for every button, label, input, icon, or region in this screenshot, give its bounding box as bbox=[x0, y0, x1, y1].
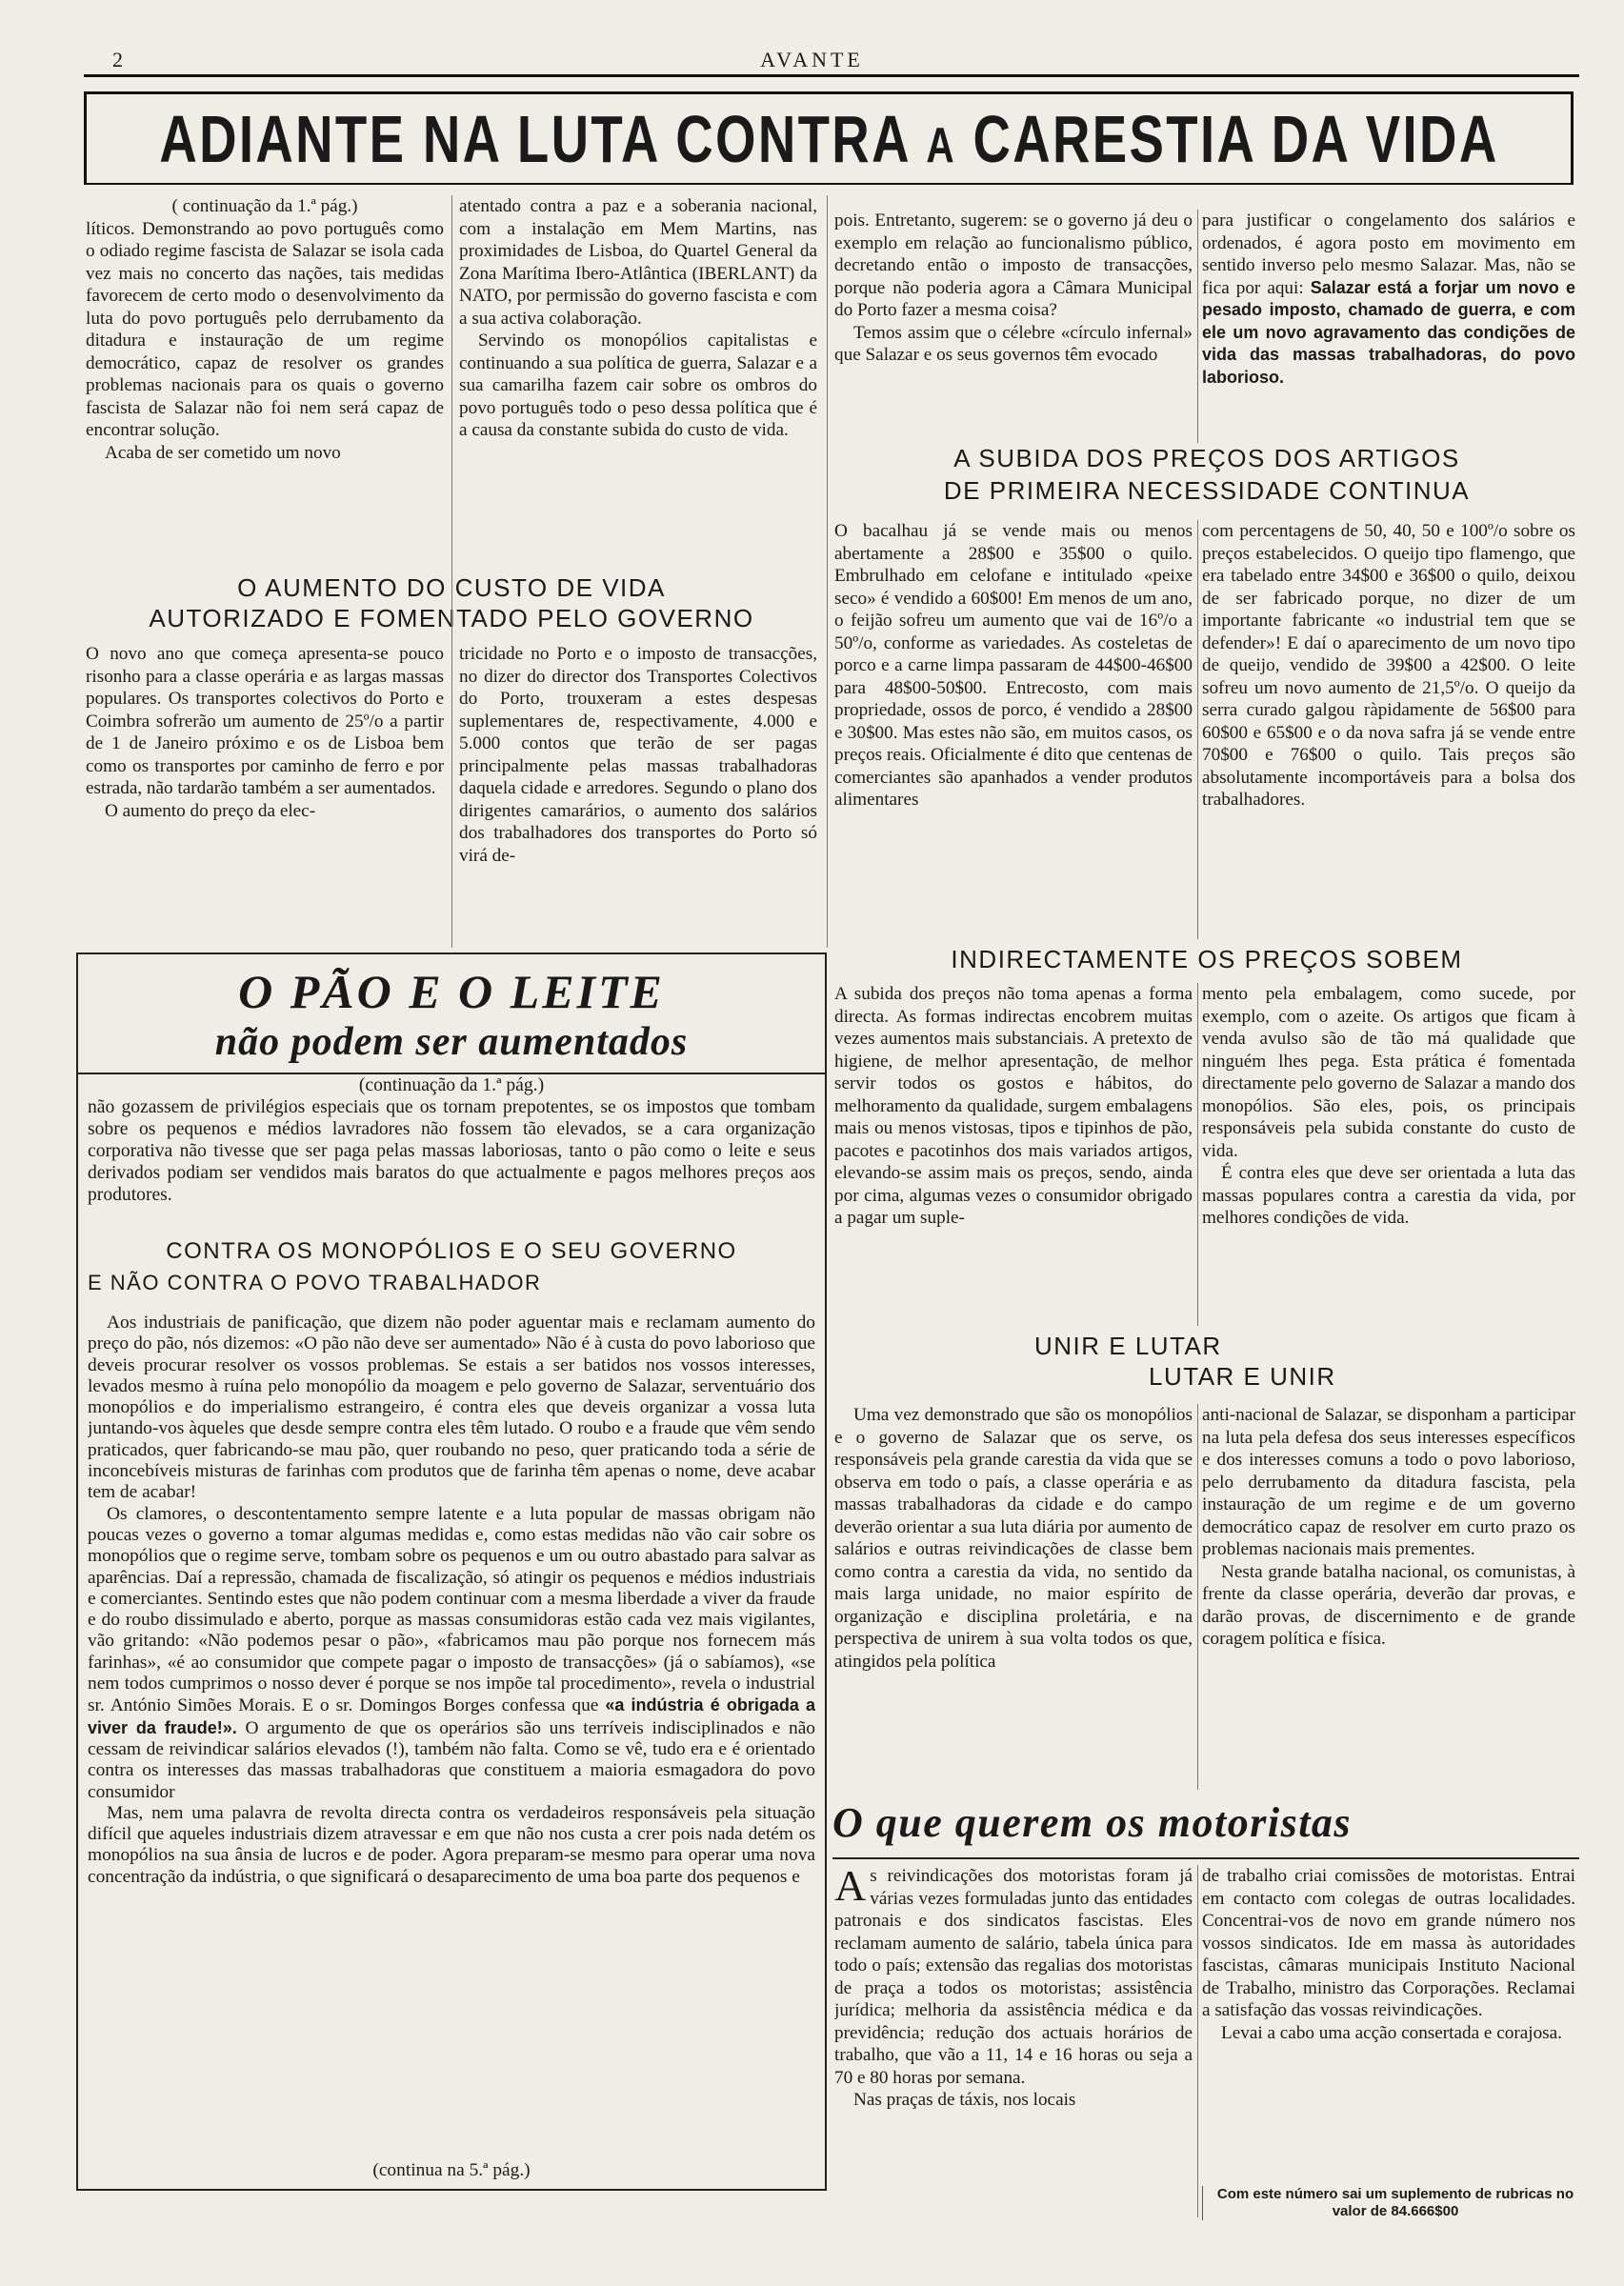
unir-col3 bbox=[834, 1404, 1193, 1795]
column-divider bbox=[1197, 1404, 1198, 1790]
col2-intro bbox=[459, 195, 817, 572]
pao-leite-subtitle: não podem ser aumentados bbox=[214, 1020, 689, 1064]
pao-intro-paragraph: não gozassem de privilégios especiais que os tornam prepotentes, se os impostos que tombam sobre os pequenos e médios lavradores não fossem tão elevados, se a cara organização corporativa não tivesse que ser paga pelas massas laboriosas, tanto o pão como o leite e seus derivados podiam ser vendidos mais baratos do que actualmente e pagos melhores preços aos produtores. bbox=[88, 1097, 815, 1205]
headline-box bbox=[84, 91, 1574, 185]
motoristas-title-rule bbox=[832, 1857, 1579, 1859]
indirect-col3 bbox=[834, 983, 1193, 1335]
motoristas-paragraph3: de trabalho criai comissões de motoristas. Entrai em contacto com colegas de outras localidades. Concentrai-vos de novo em grande número nos vossos sindicatos. Ide em massa às autoridades fascistas, câmaras municipais Instituto Nacional de Trabalho, ministro das Corporações. Reclamai a satisfação das vossas reivindicações. bbox=[1202, 1866, 1575, 2020]
col4-top-text: para justificar o congelamento dos salários e ordenados, é agora posto em movimento em sentido inverso pelo mesmo Salazar. Mas, não se fica por aqui: bbox=[1202, 211, 1575, 298]
col1-intro bbox=[86, 195, 444, 572]
column-divider bbox=[827, 195, 828, 948]
motoristas-paragraph4: Levai a cabo uma acção consertada e corajosa. bbox=[1221, 2022, 1562, 2043]
column-divider bbox=[1197, 520, 1198, 939]
col4-top-bold: Salazar está a forjar um novo e pesado imposto, chamado de guerra, e com ele um novo agravamento das condições de vida das massas trabalhadoras, do povo laborioso. bbox=[1202, 277, 1575, 387]
col3-top-paragraph2: Temos assim que o célebre «círculo infernal» que Salazar e os seus governos têm evocado bbox=[834, 322, 1193, 365]
pao-leite-title: O PÃO E O LEITE bbox=[238, 965, 665, 1018]
intro-paragraph: líticos. Demonstrando ao povo português como o odiado regime fascista de Salazar se isola cada vez mais no concerto das nações, tais medidas favorecem de certo modo o desenvolvimento da luta do povo português pelo derrubamento da ditadura e instauração de um regime democrático, capaz de resolver os grandes problemas nacionais para os quais o governo fascista de Salazar não foi nem será capaz de encontrar solução. bbox=[86, 218, 444, 440]
pao-continues-note: (continua na 5.ª pág.) bbox=[372, 2160, 531, 2180]
column-divider bbox=[1197, 210, 1198, 443]
pao-paragraph1: Aos industriais de panificação, que dizem não poder aguentar mais e reclamam aumento do preço do pão, nós dizemos: «O pão não deve ser aumentado» Não é à custa do povo laborioso que deveis procurar resolver os vossos problemas. Se estais a ser batidos nos vossos interesses, levados mesmo à ruína pelo monopólio da moagem e pelo governo de Salazar, serventuário dos monopólios e do imperialismo estrangeiro, é contra eles que deveis organizar a vossa luta juntando-vos àqueles que desde sempre contra eles têm lutado. O roubo e a fraude que vêm sendo praticados, quer fabricando-se mau pão, quer roubando no peso, quer praticando toda a série de inconcebíveis misturas de farinhas com produtos que de farinha têm apenas o nome, deve acabar tem de acabar! bbox=[88, 1313, 815, 1503]
pao-subtitle-line2: E NÃO CONTRA O POVO TRABALHADOR bbox=[88, 1271, 542, 1294]
motoristas-paragraph1 bbox=[834, 1865, 1193, 2089]
pao-paragraph3: Mas, nem uma palavra de revolta directa contra os verdadeiros responsáveis pela situação difícil que aqueles industriais dizem atravessar e em que não nos custa a crer pois nada detém os monopólios na sua ânsia de lucros e de poder. Agora preparam-se mesmo para operar uma nova concentração da indústria, o que significará o desaparecimento de uma boa parte dos pequenos e bbox=[88, 1802, 815, 1887]
aumento-title-line1: O AUMENTO DO CUSTO DE VIDA bbox=[237, 573, 666, 602]
column-divider bbox=[451, 195, 452, 948]
aumento-col2 bbox=[459, 643, 817, 948]
subida-paragraph2: com percentagens de 50, 40, 50 e 100º/o sobre os preços estabelecidos. O queijo tipo flamengo, que era tabelado entre 34$00 e 36$00 o quilo, deixou de ser fabricado porque, no dizer de um importante fabricante «o industrial tem que se defender»! E daí o aparecimento de um novo tipo de queijo, vendido de 39$00 a 42$00. O leite sofreu um novo aumento de 21,5º/o. O queijo da serra curado galgou ràpidamente de 56$00 para 60$00 e 65$00 e o da nova safra já se vende entre 70$00 e 76$00 o quilo. Tais preços são absolutamente incomportáveis para a bolsa dos trabalhadores. bbox=[1202, 521, 1575, 810]
col3-top-paragraph1: pois. Entretanto, sugerem: se o governo já deu o exemplo em relação ao funcionalismo público, decretando então o imposto de transacções, porque não poderia agora a Câmara Municipal do Porto fazer a mesma coisa? bbox=[834, 211, 1193, 320]
unir-paragraph2: anti-nacional de Salazar, se disponham a participar na luta pela defesa dos seus interesses específicos e dos interesses comuns a todo o povo laborioso, pelo derrubamento da ditadura fascista, pela instauração de um regime e de um governo democrático capaz de resolver em curto prazo os problemas nacionais mais prementes. bbox=[1202, 1405, 1575, 1559]
pao-paragraph2 bbox=[88, 1504, 815, 1803]
aumento-title-line2: AUTORIZADO E FOMENTADO PELO GOVERNO bbox=[149, 604, 754, 632]
aumento-paragraph3: tricidade no Porto e o imposto de transacções, no dizer do director dos Transportes Colectivos do Porto, trouxeram a estes despesas suplementares de, respectivamente, 4.000 e 5.000 contos que terão de ser pagas principalmente pelas massas trabalhadoras daquela cidade e arredores. Segundo o plano dos dirigentes camarários, o aumento dos salários dos trabalhadores dos transportes do Porto só virá de- bbox=[459, 644, 817, 866]
indirect-paragraph2: mento pela embalagem, como sucede, por exemplo, com o azeite. Os artigos que ficam à venda avulso são de tão má qualidade que ninguém lhes pega. Esta prática é fomentada directamente pelo governo de Salazar a mando dos monopólios. São eles, pois, os principais responsáveis pela subida constante do custo de vida. bbox=[1202, 984, 1575, 1161]
motoristas-paragraph2: Nas praças de táxis, nos locais bbox=[853, 2090, 1076, 2110]
pao-continuation-note: (continuação da 1.ª pág.) bbox=[358, 1075, 545, 1095]
pao-subtitle-line1: CONTRA OS MONOPÓLIOS E O SEU GOVERNO bbox=[166, 1238, 737, 1264]
motoristas-dropcap: A bbox=[834, 1865, 867, 1910]
unir-col4 bbox=[1202, 1404, 1575, 1795]
indirect-col4 bbox=[1202, 983, 1575, 1335]
indirect-paragraph3: É contra eles que deve ser orientada a luta das massas populares contra a carestia da vida, por melhores condições de vida. bbox=[1202, 1163, 1575, 1228]
unir-title-line2: LUTAR E UNIR bbox=[1149, 1362, 1336, 1391]
motoristas-title: O que querem os motoristas bbox=[832, 1799, 1353, 1846]
pao-paragraph2-a: Os clamores, o descontentamento sempre latente e a luta popular de massas obrigam não poucas vezes o governo a tomar algumas medidas e, como estas medidas não vão cair sobre os monopólios que o regime serve, tombam sobre os pequenos e um ou outro abastado para salvar as aparências. Daí a repressão, chamada de fiscalização, só atingir os pequenos e médios industriais e comerciantes. Sentindo estes que não podem continuar com a mesma liberdade a viver da fraude e do roubo dissimulado e aberto, porque as massas consumidoras estão cada vez mais vigilantes, vão gritando: «Não podemos pesar o pão», «fabricamos mau pão porque nos fornecem más farinhas», «é ao consumidor que compete pagar o imposto de transacções» (já o sabíamos), «se nem todos cumprimos o nosso dever é porque se nos impõe tal procedimento», revela o industrial sr. António Simões Morais. E o sr. Domingos Borges confessa que bbox=[88, 1503, 815, 1716]
col3-top bbox=[834, 210, 1193, 443]
pao-leite-body bbox=[88, 1313, 815, 2158]
masthead: AVANTE bbox=[760, 48, 864, 71]
motoristas-col4 bbox=[1202, 1865, 1575, 2183]
continuation-note: ( continuação da 1.ª pág.) bbox=[171, 196, 358, 216]
unir-title-line1: UNIR E LUTAR bbox=[1034, 1332, 1222, 1360]
unir-paragraph3: Nesta grande batalha nacional, os comunistas, à frente da classe operária, deverão dar provas, e darão provas, de discernimento e de grande coragem política e física. bbox=[1202, 1561, 1575, 1649]
main-headline bbox=[159, 101, 1498, 177]
headline-part1: ADIANTE NA LUTA CONTRA bbox=[158, 101, 910, 176]
subida-col4 bbox=[1202, 520, 1575, 939]
headline-part2: A bbox=[925, 117, 956, 173]
unir-paragraph1: Uma vez demonstrado que são os monopólios e o governo de Salazar que os serve, os responsáveis pela grande carestia da vida que se observa em todo o país, a classe operária e as massas trabalhadoras da cidade e do campo deverão orientar a sua luta diária por aumento de salários e outras reivindicações de classe bem como contra a carestia da vida, no sentido da mais larga unidade, no maior espírito de organização e disciplina proletária, e na perspectiva de unirem à sua volta todos os que, atingidos pela política bbox=[834, 1405, 1193, 1672]
indirect-title: INDIRECTAMENTE OS PREÇOS SOBEM bbox=[951, 945, 1463, 973]
monopolios-paragraph: Servindo os monopólios capitalistas e continuando a sua política de guerra, Salazar e a sua camarilha fazem cair sobre os ombros do povo português todo o peso dessa política que é a causa da constante subida do custo de vida. bbox=[459, 331, 817, 440]
pao-leite-intro bbox=[88, 1074, 815, 1229]
col4-top bbox=[1202, 210, 1575, 443]
pao-paragraph2-b: O argumento de que os operários são uns terríveis indisciplinados e não cessam de reivindicar salários elevados (!), também não falta. Como se vê, tudo era e é orientado contra os interesses das massas trabalhadoras que constituem a maioria esmagadora do povo consumidor bbox=[88, 1717, 815, 1802]
aumento-col1 bbox=[86, 643, 444, 948]
column-divider bbox=[1197, 1865, 1198, 2217]
subida-title-line1: A SUBIDA DOS PREÇOS DOS ARTIGOS bbox=[953, 444, 1460, 472]
aumento-paragraph2: O aumento do preço da elec- bbox=[105, 800, 316, 821]
pao-paragraph2-bold: «a indústria é obrigada a viver da fraude!». bbox=[88, 1695, 815, 1737]
nato-paragraph: atentado contra a paz e a soberania nacional, com a instalação em Mem Martins, nas proximidades de Lisboa, do Quartel General da Zona Marítima Ibero-Atlântica (IBERLANT) da NATO, por permissão do governo fascista e com a sua activa colaboração. bbox=[459, 196, 817, 329]
subida-paragraph1: O bacalhau já se vende mais ou menos abertamente a 28$00 e 35$00 o quilo. Embrulhado em celofane e intitulado «peixe seco» é vendido a 60$00! Em menos de um ano, o feijão sofreu um aumento que vai de 16º/o a 50º/o, conforme as variedades. As costeletas de porco e a carne limpa passaram de 44$00-46$00 para 48$00-50$00. Entrecosto, com mais propriedade, ossos de porco, é vendido a 28$00 e 30$00. Mas estes não são, em muitos casos, os preços reais. Oficialmente é dito que centenas de comerciantes são apanhados a vender produtos alimentares bbox=[834, 521, 1193, 810]
intro-paragraph-end: Acaba de ser cometido um novo bbox=[105, 442, 341, 463]
headline-part3: CARESTIA DA VIDA bbox=[972, 101, 1499, 176]
top-rule bbox=[84, 74, 1579, 77]
page-number: 2 bbox=[112, 48, 123, 71]
indirect-paragraph1: A subida dos preços não toma apenas a forma directa. As formas indirectas encobrem muitas vezes aumentos mais substanciais. A pretexto de higiene, de melhor apresentação, de melhor servir todos os gostos e hábitos, do melhoramento da qualidade, surgem embalagens mais ou menos vistosas, tipos e tipinhos de pão, pacotes e pacotinhos dos mais variados artigos, elevando-se assim mais os preços, sendo, ainda por cima, algumas vezes o consumidor obrigado a pagar um suple- bbox=[834, 984, 1193, 1228]
supplement-note: Com este número sai um suplemento de rubricas no valor de 84.666$00 bbox=[1202, 2186, 1584, 2220]
column-divider bbox=[1197, 983, 1198, 1326]
subida-title-line2: DE PRIMEIRA NECESSIDADE CONTINUA bbox=[943, 476, 1471, 505]
motoristas-paragraph1-text: s reivindicações dos motoristas foram já várias vezes formuladas junto das entidades patronais e dos sindicatos fascistas. Eles reclamam aumento de salário, tabela única para todo o país; extensão das regalias dos motoristas de praça a todos os motoristas; assistência jurídica; melhoria da assistência médica e da previdência; redução dos actuais horários de trabalho, que vão a 11, 14 e 16 horas ou seja a 70 e 80 horas por semana. bbox=[834, 1866, 1193, 2088]
aumento-paragraph1: O novo ano que começa apresenta-se pouco risonho para a classe operária e as largas massas populares. Os transportes colectivos do Porto e Coimbra sofrerão um aumento de 25º/o a partir de 1 de Janeiro próximo e os de Lisboa bem como os transportes por caminho de ferro e por estrada, não tardarão também a ser aumentados. bbox=[86, 644, 444, 798]
motoristas-col3 bbox=[834, 1865, 1193, 2208]
subida-col3 bbox=[834, 520, 1193, 939]
